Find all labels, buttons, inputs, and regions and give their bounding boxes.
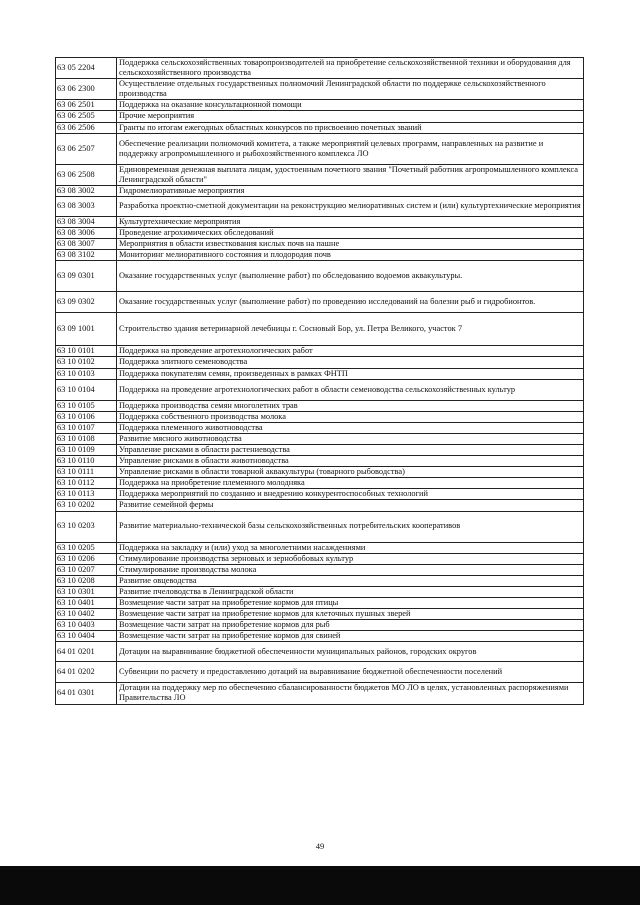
table-row [56,122,584,133]
row-code: 63 06 2507 [56,133,117,164]
row-description: Возмещение части затрат на приобретение кормов для свиней [117,631,584,642]
row-code: 63 10 0301 [56,586,117,597]
row-description: Возмещение части затрат на приобретение кормов для птицы [117,598,584,609]
row-description: Гидромелиоративные мероприятия [117,185,584,196]
row-description: Поддержка элитного семеноводства [117,357,584,368]
table-body [56,58,584,705]
row-code: 63 08 3004 [56,216,117,227]
row-description: Поддержка на оказание консультационной помощи [117,100,584,111]
row-description: Поддержка мероприятий по созданию и внедрению конкурентоспособных технологий [117,489,584,500]
row-code: 63 10 0107 [56,422,117,433]
row-code: 63 10 0401 [56,598,117,609]
table-row [56,683,584,704]
row-code: 63 08 3007 [56,239,117,250]
row-code: 63 09 0302 [56,292,117,313]
row-description: Поддержка сельскохозяйственных товаропроизводителей на приобретение сельскохозяйственной техники и оборудования для сельскохозяйственного производства [117,58,584,79]
table-row [56,216,584,227]
row-code: 63 10 0208 [56,575,117,586]
table-row [56,456,584,467]
table-row [56,239,584,250]
row-description: Дотации на выравнивание бюджетной обеспеченности муниципальных районов, городских округов [117,642,584,662]
row-description: Стимулирование производства зерновых и зернобобовых культур [117,553,584,564]
table-row [56,553,584,564]
table-row [56,411,584,422]
row-code: 63 10 0207 [56,564,117,575]
row-description: Обеспечение реализации полномочий комитета, а также мероприятий целевых программ, направленных на развитие и поддержку агропромышленного и рыбохозяйственного комплекса ЛО [117,133,584,164]
row-code: 63 10 0104 [56,379,117,400]
table-row [56,500,584,511]
budget-code-table [55,57,584,705]
table-row [56,250,584,261]
table-row [56,620,584,631]
table-row [56,164,584,185]
row-description: Управление рисками в области животноводства [117,456,584,467]
table-row [56,346,584,357]
row-description: Возмещение части затрат на приобретение кормов для клеточных пушных зверей [117,609,584,620]
row-code: 63 10 0206 [56,553,117,564]
row-description: Управление рисками в области растениеводства [117,444,584,455]
row-code: 64 01 0201 [56,642,117,662]
row-code: 63 06 2508 [56,164,117,185]
table-row [56,313,584,346]
row-description: Развитие мясного животноводства [117,433,584,444]
row-description: Развитие материально-технической базы сельскохозяйственных потребительских кооперативов [117,511,584,542]
table-row [56,100,584,111]
table-row [56,662,584,683]
row-code: 63 06 2300 [56,79,117,100]
row-code: 63 10 0105 [56,400,117,411]
row-code: 63 10 0110 [56,456,117,467]
row-code: 63 10 0203 [56,511,117,542]
row-description: Прочие мероприятия [117,111,584,122]
row-description: Поддержка на проведение агротехнологических работ в области семеноводства сельскохозяйственных культур [117,379,584,400]
table-row [56,433,584,444]
scan-bottom-border [0,866,640,905]
table-row [56,185,584,196]
table-row [56,467,584,478]
row-code: 63 05 2204 [56,58,117,79]
row-code: 63 10 0109 [56,444,117,455]
row-code: 63 09 0301 [56,261,117,292]
row-description: Поддержка на приобретение племенного молодняка [117,478,584,489]
table-row [56,564,584,575]
row-code: 63 08 3102 [56,250,117,261]
row-description: Оказание государственных услуг (выполнение работ) по проведению исследований на болезни рыб и гидробионтов. [117,292,584,313]
row-code: 63 10 0101 [56,346,117,357]
table-row [56,598,584,609]
row-code: 63 10 0106 [56,411,117,422]
row-code: 63 10 0402 [56,609,117,620]
row-code: 63 08 3003 [56,196,117,216]
table-row [56,444,584,455]
row-description: Поддержка на проведение агротехнологических работ [117,346,584,357]
table-row [56,400,584,411]
row-description: Культуртехнические мероприятия [117,216,584,227]
row-code: 63 10 0112 [56,478,117,489]
row-code: 64 01 0301 [56,683,117,704]
table-row [56,511,584,542]
row-code: 63 10 0403 [56,620,117,631]
row-code: 63 08 3002 [56,185,117,196]
row-description: Поддержка на закладку и (или) уход за многолетними насаждениями [117,542,584,553]
table-row [56,196,584,216]
row-description: Строительство здания ветеринарной лечебницы г. Сосновый Бор, ул. Петра Великого, участок 7 [117,313,584,346]
row-code: 63 10 0202 [56,500,117,511]
table-row [56,586,584,597]
row-code: 63 10 0404 [56,631,117,642]
row-code: 63 10 0103 [56,368,117,379]
row-description: Поддержка покупателям семян, произведенных в рамках ФНТП [117,368,584,379]
row-description: Разработка проектно-сметной документации на реконструкцию мелиоративных систем и (или) культуртехнические мероприятия [117,196,584,216]
table-row [56,368,584,379]
row-description: Развитие овцеводства [117,575,584,586]
table-row [56,111,584,122]
row-code: 63 06 2506 [56,122,117,133]
table-row [56,422,584,433]
row-code: 63 10 0205 [56,542,117,553]
row-code: 63 08 3006 [56,228,117,239]
row-description: Оказание государственных услуг (выполнение работ) по обследованию водоемов аквакультуры. [117,261,584,292]
row-description: Проведение агрохимических обследований [117,228,584,239]
table-row [56,489,584,500]
table-row [56,631,584,642]
row-code: 64 01 0202 [56,662,117,683]
row-description: Возмещение части затрат на приобретение кормов для рыб [117,620,584,631]
table-row [56,228,584,239]
row-description: Поддержка производства семян многолетних трав [117,400,584,411]
row-code: 63 10 0108 [56,433,117,444]
row-description: Дотации на поддержку мер по обеспечению сбалансированности бюджетов МО ЛО в целях, установленных распоряжениями Правительства ЛО [117,683,584,704]
table-row [56,642,584,662]
table-row [56,261,584,292]
row-description: Поддержка племенного животноводства [117,422,584,433]
row-code: 63 10 0111 [56,467,117,478]
table-row [56,609,584,620]
row-description: Мероприятия в области известкования кислых почв на пашне [117,239,584,250]
row-description: Гранты по итогам ежегодных областных конкурсов по присвоению почетных званий [117,122,584,133]
table-row [56,292,584,313]
row-description: Осуществление отдельных государственных полномочий Ленинградской области по поддержке сельскохозяйственного производства [117,79,584,100]
budget-code-table-container [55,57,583,705]
row-description: Развитие семейной фермы [117,500,584,511]
row-description: Поддержка собственного производства молока [117,411,584,422]
row-description: Единовременная денежная выплата лицам, удостоенным почетного звания "Почетный работник агропромышленного комплекса Ленинградской области" [117,164,584,185]
row-code: 63 06 2501 [56,100,117,111]
row-code: 63 10 0102 [56,357,117,368]
row-description: Мониторинг мелиоративного состояния и плодородия почв [117,250,584,261]
page-number: 49 [315,841,325,851]
row-code: 63 06 2505 [56,111,117,122]
row-description: Управление рисками в области товарной аквакультуры (товарного рыбоводства) [117,467,584,478]
row-description: Развитие пчеловодства в Ленинградской области [117,586,584,597]
row-code: 63 10 0113 [56,489,117,500]
table-row [56,542,584,553]
table-row [56,357,584,368]
table-row [56,575,584,586]
table-row [56,379,584,400]
row-code: 63 09 1001 [56,313,117,346]
row-description: Стимулирование производства молока [117,564,584,575]
table-row [56,58,584,79]
table-row [56,478,584,489]
row-description: Субвенции по расчету и предоставлению дотаций на выравнивание бюджетной обеспеченности поселений [117,662,584,683]
table-row [56,133,584,164]
table-row [56,79,584,100]
